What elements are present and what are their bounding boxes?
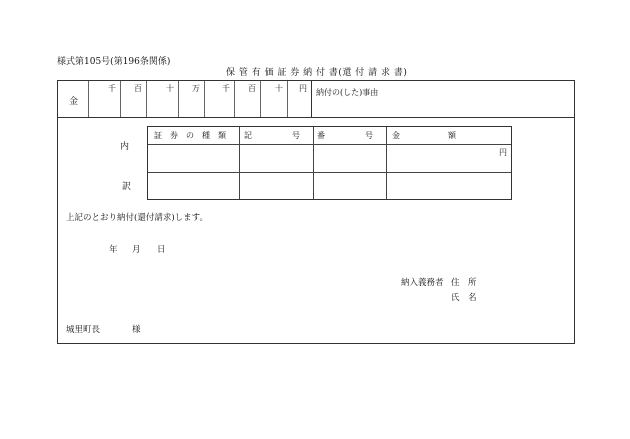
digit-label: 十 [166,84,174,93]
date-day-label: 日 [157,245,166,255]
yen-unit-label: 円 [499,148,507,157]
table-header-divider [148,144,511,145]
digit-cell-yen[interactable] [287,81,312,117]
digit-cell-ten-man[interactable] [146,81,178,117]
date-month-label: 月 [132,245,141,255]
amount-label: 金 [69,97,79,107]
column-header-security-type: 証 券 の 種 類 [154,131,226,140]
payer-role-label: 納入義務者 [401,278,444,288]
recipient-honorific: 様 [132,325,141,335]
digit-cell-hundred[interactable] [234,81,260,117]
digit-cell-ten[interactable] [260,81,287,117]
payment-reason-label: 納付の(した)事由 [316,88,379,97]
digit-label: 千 [222,84,230,93]
form-reference: 様式第105号(第196条関係) [57,57,171,67]
column-header-amount: 金 額 [392,131,456,140]
digit-label: 千 [108,84,116,93]
recipient-title: 城里町長 [66,325,101,335]
table-row-divider [148,172,511,173]
amount-row [58,81,574,118]
breakdown-label-top: 内 [120,142,130,152]
securities-breakdown-table [147,126,512,200]
digit-cell-thousand[interactable] [204,81,234,117]
breakdown-label-bottom: 訳 [122,182,132,192]
digit-cell-thousand-man[interactable] [88,81,120,117]
statement-text: 上記のとおり納付(還付請求)します。 [66,213,208,223]
digit-label: 百 [248,84,256,93]
table-column-divider [386,127,387,199]
table-column-divider [239,127,240,199]
form-frame [57,80,575,344]
payer-address-label: 住 所 [451,278,477,288]
digit-cell-man[interactable] [178,81,204,117]
digit-label: 十 [275,84,283,93]
table-column-divider [313,127,314,199]
digit-label: 万 [192,84,200,93]
column-header-number: 番 号 [317,131,373,140]
digit-label: 百 [134,84,142,93]
column-header-symbol: 記 号 [244,131,300,140]
form-title: 保 管 有 価 証 券 納 付 書(還 付 請 求 書) [226,68,408,78]
payer-name-label: 氏 名 [451,293,477,303]
digit-cell-hundred-man[interactable] [120,81,146,117]
date-year-label: 年 [109,245,118,255]
digit-label: 円 [299,84,307,93]
